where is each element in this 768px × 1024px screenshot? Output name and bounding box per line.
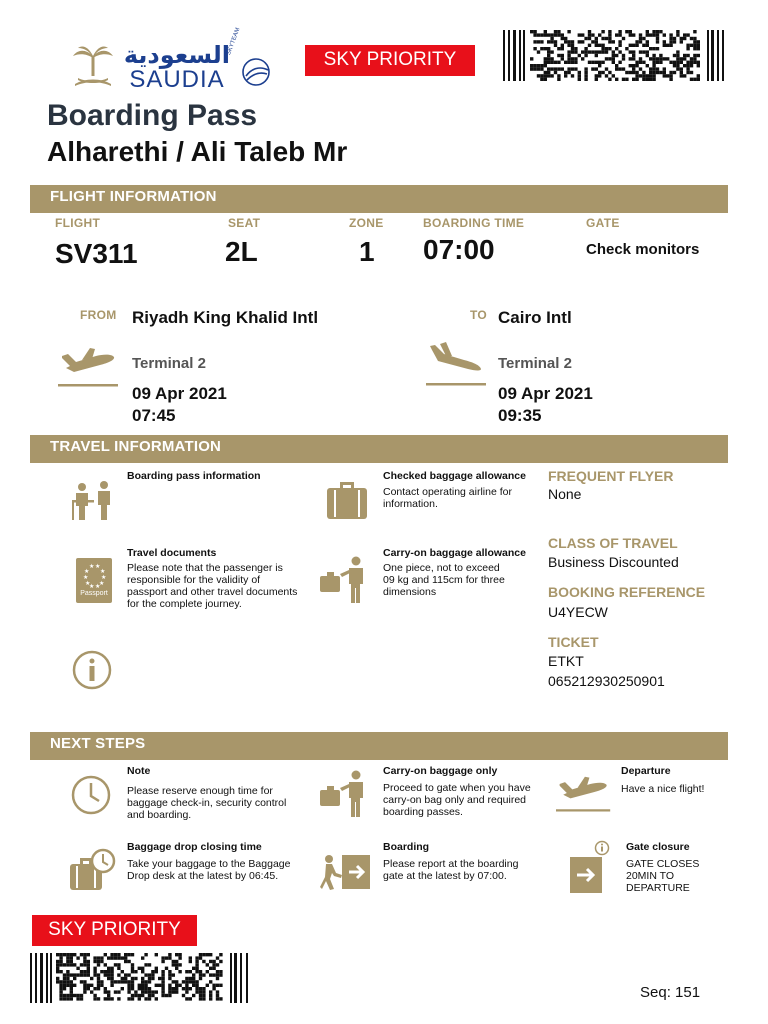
- skyteam-icon: [230, 50, 274, 90]
- takeoff-icon: [58, 344, 120, 388]
- from-date: 09 Apr 2021: [132, 384, 227, 403]
- travel-documents-text: Please note that the passenger is responsible for the validity of passport and other travel documents for the complete journey.: [127, 562, 298, 610]
- sky-priority-badge-top: SKY PRIORITY: [305, 45, 475, 76]
- zone-number: 1: [359, 236, 375, 267]
- skyteam-logo: [226, 27, 274, 90]
- to-time: 09:35: [498, 406, 542, 425]
- skyteam-text: SKYTEAM: [226, 27, 242, 57]
- carry-on-allowance-title: Carry-on baggage allowance: [383, 547, 526, 559]
- info-icon: [71, 649, 113, 691]
- svg-text:★: ★: [95, 563, 101, 570]
- note-text: Please reserve enough time for baggage check-in, security control and boarding.: [127, 785, 287, 821]
- class-of-travel-value: Business Discounted: [548, 554, 679, 570]
- baggage-drop-text: Take your baggage to the Baggage Drop desk at the latest by 06:45.: [127, 858, 291, 882]
- note-title: Note: [127, 765, 151, 777]
- seat-number: 2L: [225, 236, 258, 267]
- svg-text:★: ★: [89, 563, 95, 570]
- svg-text:★: ★: [83, 574, 89, 581]
- baggage-drop-icon: [68, 848, 116, 892]
- to-date: 09 Apr 2021: [498, 384, 593, 403]
- svg-text:★: ★: [101, 574, 107, 581]
- landing-icon: [426, 340, 488, 388]
- clock-icon: [70, 774, 112, 816]
- boarding-text: Please report at the boarding gate at the latest by 07:00.: [383, 858, 519, 882]
- ticket-label: TICKET: [548, 634, 599, 650]
- barcode-top: [503, 30, 727, 81]
- gate-closure-text: GATE CLOSES 20MIN TO DEPARTURE: [626, 858, 700, 894]
- from-time: 07:45: [132, 406, 176, 425]
- checked-baggage-icon: [325, 482, 369, 520]
- passport-word: Passport: [80, 590, 108, 597]
- departure-text: Have a nice flight!: [621, 783, 705, 795]
- ticket-type: ETKT: [548, 653, 584, 669]
- eu-stars-icon: [76, 560, 112, 590]
- passport-icon: [76, 558, 112, 603]
- saudia-logo: [70, 27, 280, 94]
- barcode-bottom: [30, 953, 252, 1003]
- gate-label: GATE: [586, 216, 620, 230]
- gate-closure-title: Gate closure: [626, 841, 690, 853]
- to-label: TO: [470, 308, 488, 322]
- sky-priority-badge-bottom: SKY PRIORITY: [32, 915, 197, 946]
- carry-on-only-text: Proceed to gate when you have carry-on bag only and required boarding passes.: [383, 782, 531, 818]
- booking-reference-value: U4YECW: [548, 604, 608, 620]
- frequent-flyer-label: FREQUENT FLYER: [548, 468, 674, 484]
- section-travel-information: TRAVEL INFORMATION: [30, 435, 728, 463]
- flight-number: SV311: [55, 238, 138, 269]
- svg-text:★: ★: [85, 580, 91, 587]
- carry-on-allowance-text: One piece, not to exceed 09 kg and 115cm for three dimensions: [383, 562, 505, 598]
- departure-title: Departure: [621, 765, 671, 777]
- baggage-drop-title: Baggage drop closing time: [127, 841, 262, 853]
- checked-baggage-title: Checked baggage allowance: [383, 470, 526, 482]
- carry-on-person-icon: [318, 556, 370, 604]
- gate-value: Check monitors: [586, 241, 700, 258]
- boarding-pass-info-icon: [70, 480, 118, 522]
- class-of-travel-label: CLASS OF TRAVEL: [548, 535, 678, 551]
- passenger-name: Alharethi / Ali Taleb Mr: [47, 136, 348, 167]
- booking-reference-label: BOOKING REFERENCE: [548, 584, 706, 600]
- travel-documents-title: Travel documents: [127, 547, 217, 559]
- carry-on-only-title: Carry-on baggage only: [383, 765, 498, 777]
- from-label: FROM: [80, 308, 117, 322]
- section-next-steps: NEXT STEPS: [30, 732, 728, 760]
- page-title: Boarding Pass: [47, 99, 258, 132]
- zone-label: ZONE: [349, 216, 384, 230]
- checked-baggage-text: Contact operating airline for information.: [383, 486, 512, 510]
- boarding-gate-icon: [320, 853, 372, 891]
- svg-text:★: ★: [100, 568, 106, 575]
- svg-text:★: ★: [89, 583, 95, 590]
- seat-label: SEAT: [228, 216, 261, 230]
- to-terminal: Terminal 2: [498, 355, 572, 372]
- ticket-number: 065212930250901: [548, 673, 665, 689]
- airline-name-arabic: السعودية: [123, 41, 230, 69]
- carry-on-only-icon: [318, 770, 370, 818]
- palm-swords-icon: [70, 44, 116, 92]
- frequent-flyer-value: None: [548, 486, 582, 502]
- gate-closure-icon: [568, 840, 610, 894]
- boarding-title: Boarding: [383, 841, 430, 853]
- svg-text:★: ★: [99, 580, 105, 587]
- svg-text:★: ★: [84, 568, 90, 575]
- boarding-pass-info-title: Boarding pass information: [127, 470, 261, 482]
- from-terminal: Terminal 2: [132, 355, 206, 372]
- boarding-time: 07:00: [423, 234, 495, 265]
- flight-label: FLIGHT: [55, 216, 101, 230]
- section-flight-information: FLIGHT INFORMATION: [30, 185, 728, 213]
- svg-text:★: ★: [95, 583, 101, 590]
- to-airport: Cairo Intl: [498, 308, 572, 327]
- airline-name: SAUDIA: [129, 66, 225, 93]
- sequence-number: Seq: 151: [640, 984, 701, 1001]
- from-airport: Riyadh King Khalid Intl: [132, 308, 319, 327]
- departure-plane-icon: [556, 772, 612, 814]
- boarding-time-label: BOARDING TIME: [423, 216, 525, 230]
